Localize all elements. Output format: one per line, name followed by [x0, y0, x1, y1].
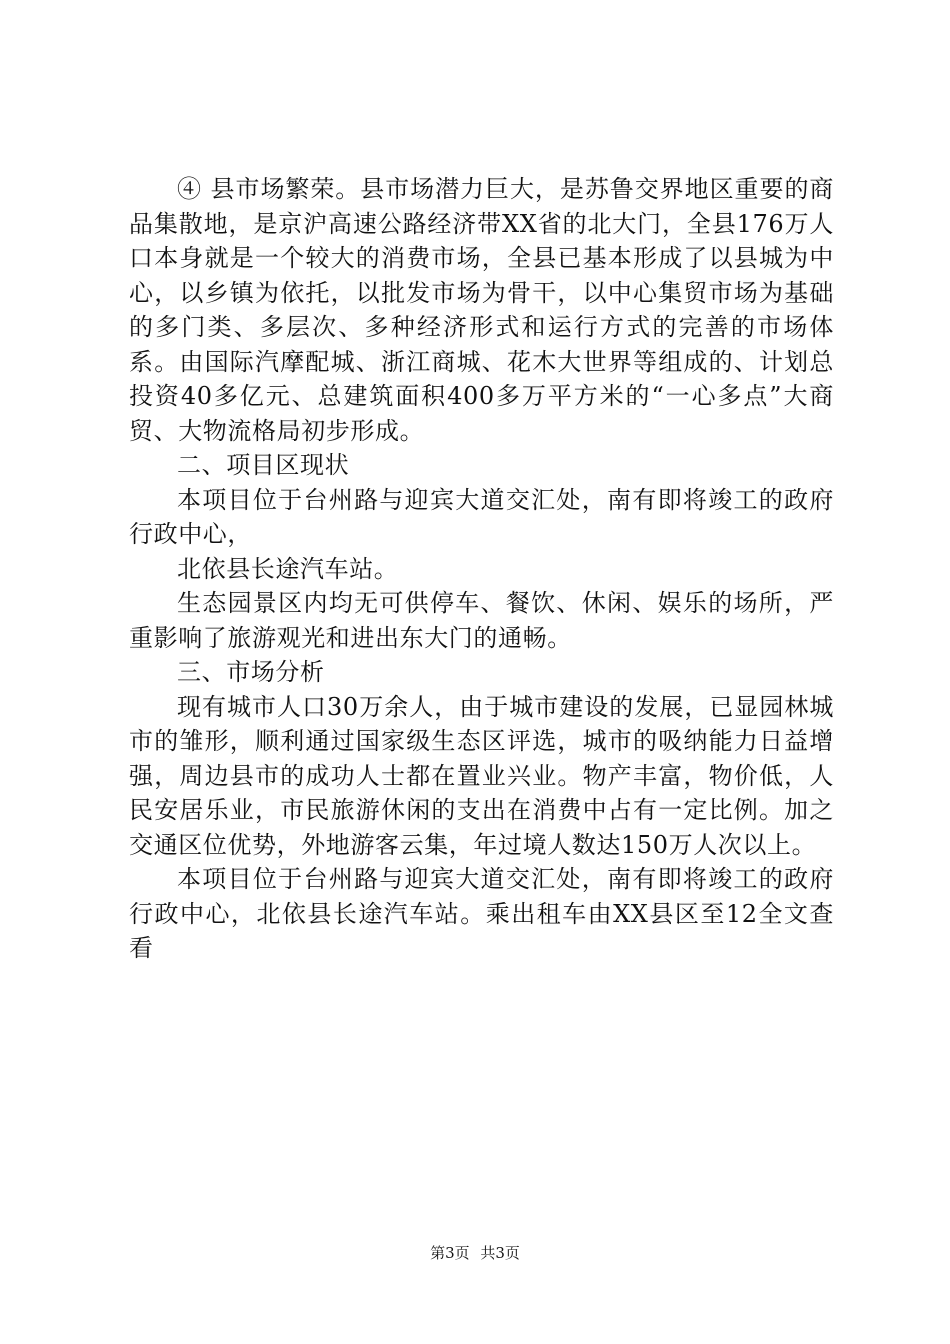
page-footer — [0, 1243, 950, 1263]
heading-market-analysis: 三、市场分析 — [177, 658, 325, 686]
paragraph-bus-station: 北依县长途汽车站。 — [177, 554, 399, 583]
paragraph-county-market: ④ 县市场繁荣。县市场潜力巨大，是苏鲁交界地区重要的商品集散地，是京沪高速公路经济带XX省的北大门，全县176万人口本身就是一个较大的消费市场，全县已基本形成了以县城为中心，以乡镇为依托，以批发市场为骨干，以中心集贸市场为基础的多门类、多层次、多种经济形式和运行方式的完善的市场体系。由国际汽摩配城、浙江商城、花木大世界等组成的、计划总投资40多亿元、总建筑面积400多万平方米的“一心多点”大商贸、大物流格局初步形成。 — [129, 175, 834, 445]
heading-project-status: 二、项目区现状 — [177, 451, 350, 479]
paragraph-project-transport: 本项目位于台州路与迎宾大道交汇处，南有即将竣工的政府行政中心，北依县长途汽车站。乘出租车由XX县区至12全文查看 — [129, 865, 834, 962]
paragraph-population: 现有城市人口30万余人，由于城市建设的发展，已显园林城市的雏形，顺利通过国家级生态区评选，城市的吸纳能力日益增强，周边县市的成功人士都在置业兴业。物产丰富，物价低，人民安居乐业，市民旅游休闲的支出在消费中占有一定比例。加之交通区位优势，外地游客云集，年过境人数达150万人次以上。 — [129, 692, 834, 859]
document-body — [129, 172, 834, 966]
page-total: 共3页 — [480, 1244, 520, 1262]
paragraph-eco-park: 生态园景区内均无可供停车、餐饮、休闲、娱乐的场所，严重影响了旅游观光和进出东大门的通畅。 — [129, 589, 834, 652]
paragraph-project-location: 本项目位于台州路与迎宾大道交汇处，南有即将竣工的政府行政中心， — [129, 485, 834, 548]
page-number: 第3页 — [430, 1244, 470, 1262]
